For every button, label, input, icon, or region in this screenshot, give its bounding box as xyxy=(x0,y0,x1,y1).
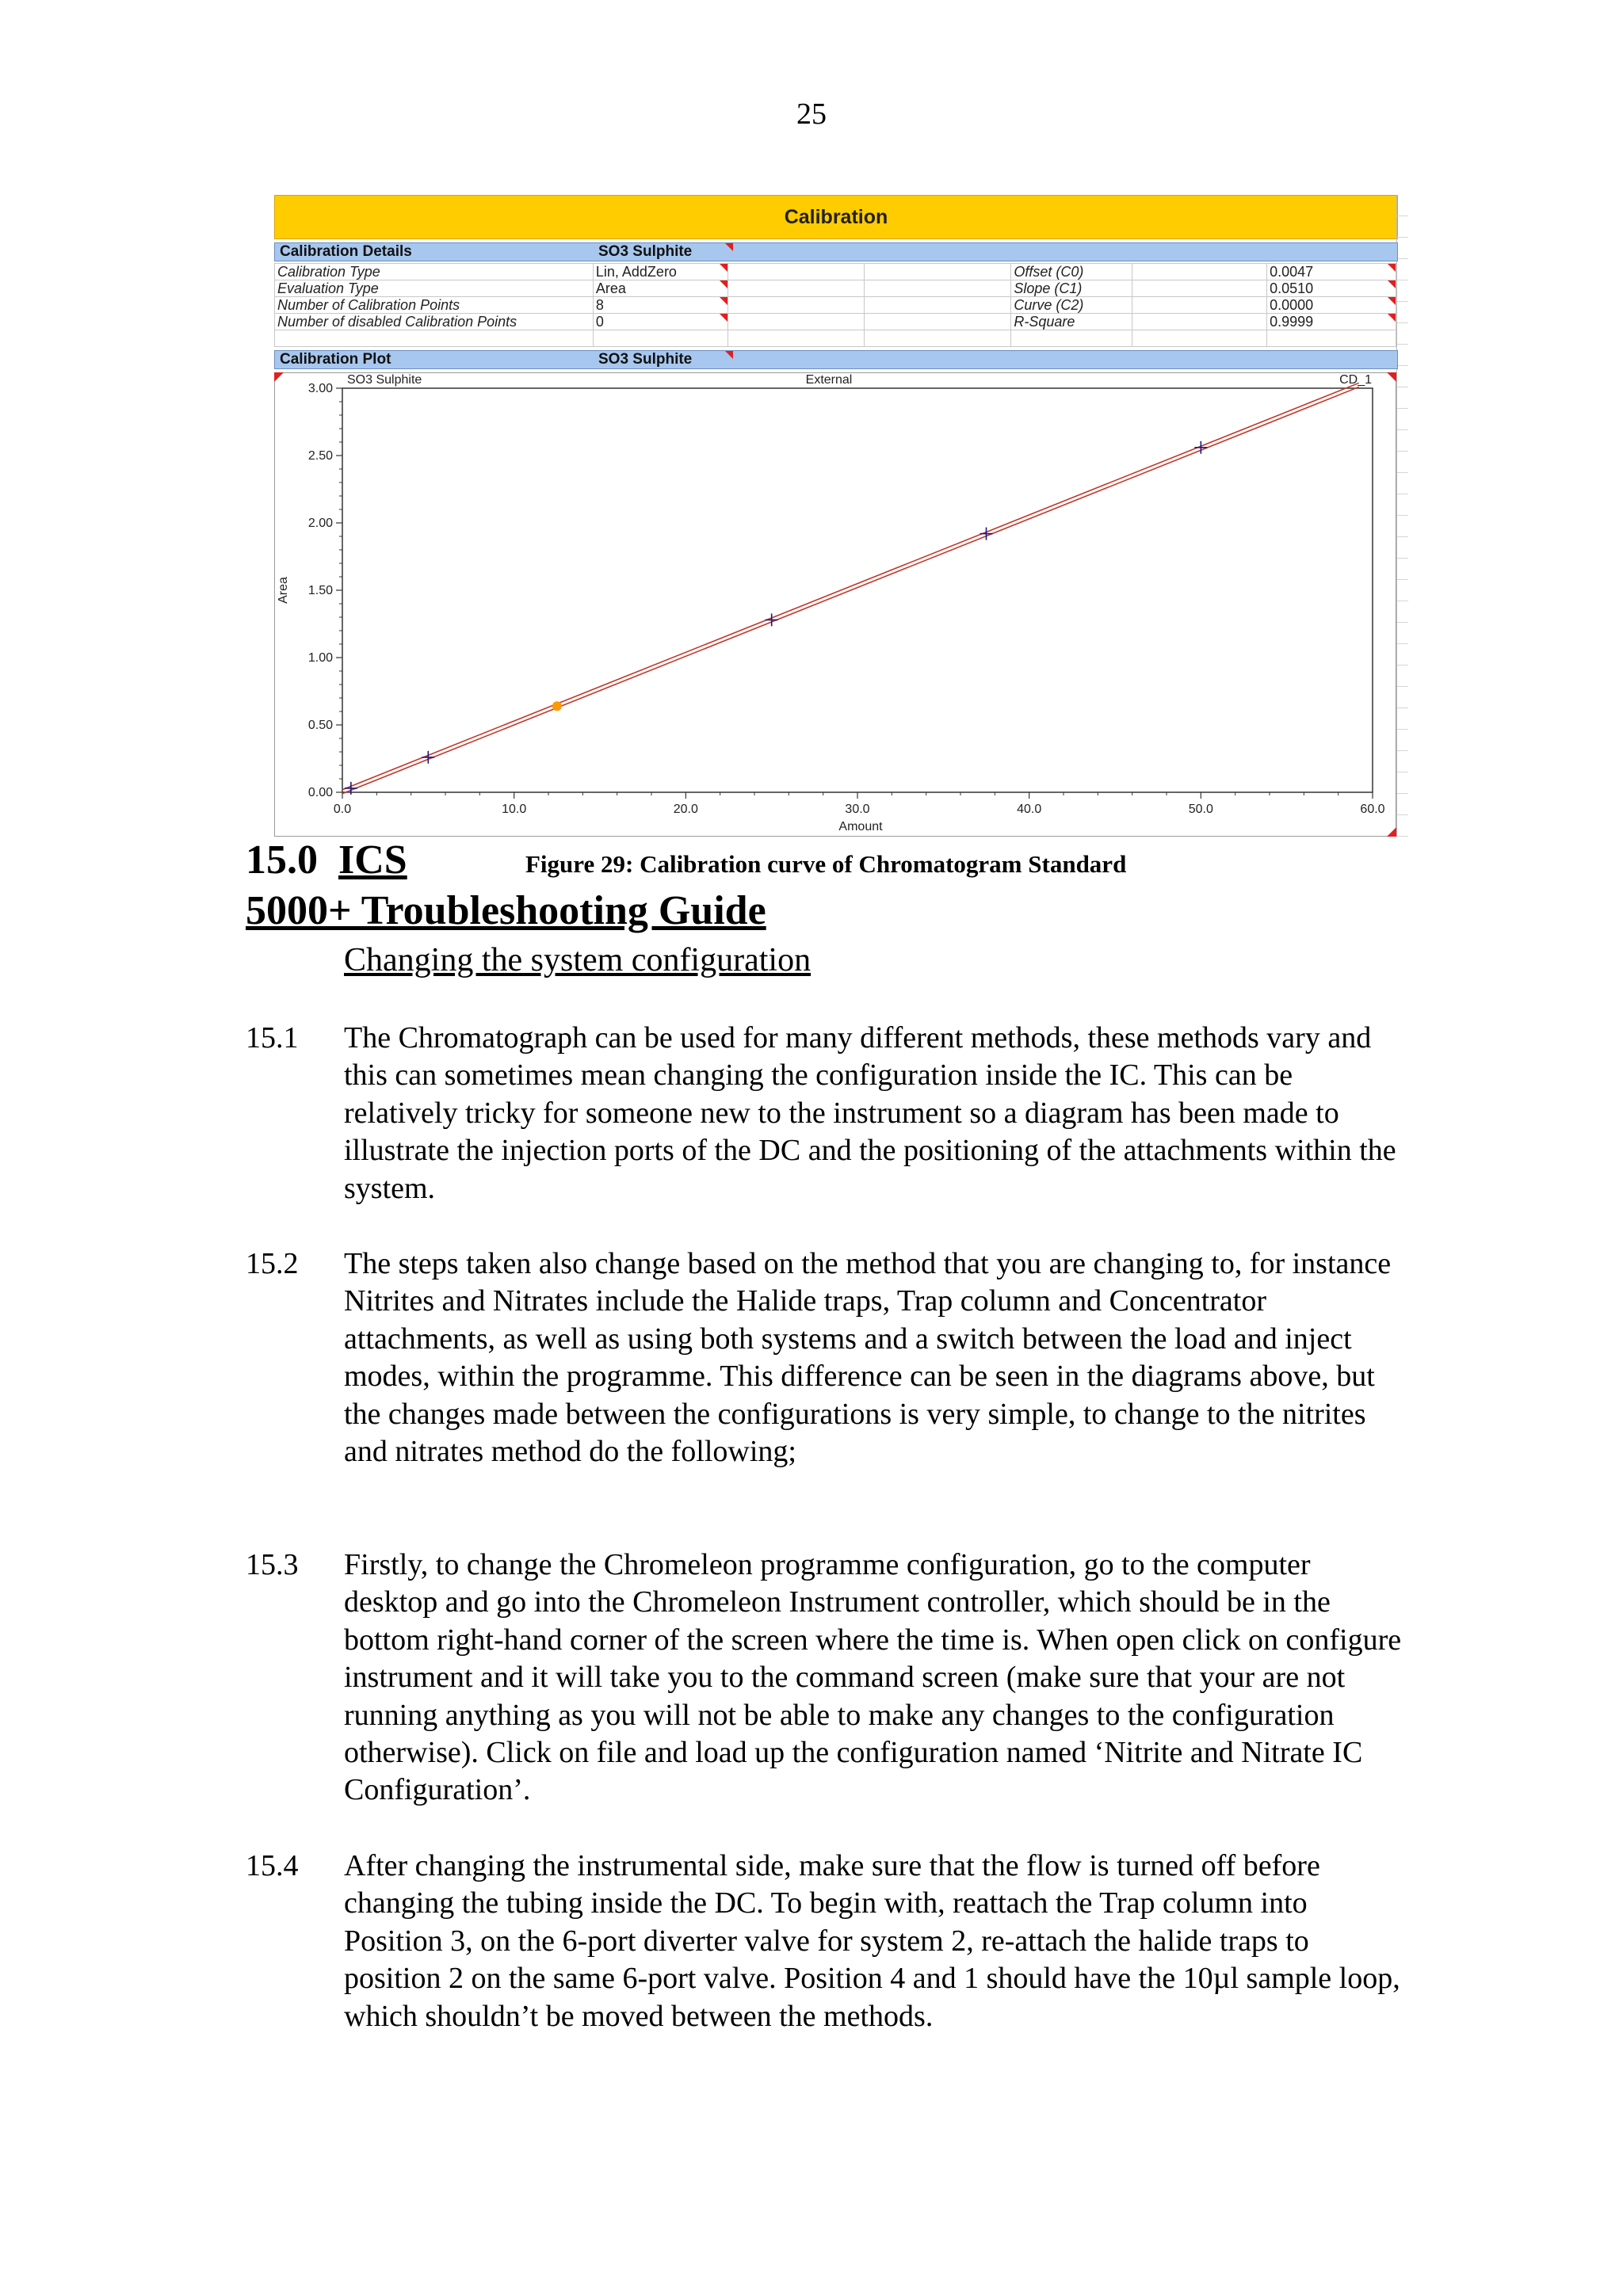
x-tick-label: 0.0 xyxy=(333,803,352,816)
table-row xyxy=(275,280,1396,297)
paragraph-text: The steps taken also change based on the method that you are changing to, for instance Nitrites and Nitrates include the Halide traps, Trap column and Concentrator attachments, as well as using both systems and a switch between the load and inject modes, within the programme. This difference can be seen in the diagrams above, but the changes made between the configurations is very simple, to change to the nitrites and nitrates method do the following; xyxy=(344,1247,1392,1469)
y-tick-label: 2.50 xyxy=(307,449,333,463)
table-row xyxy=(275,330,1396,347)
paragraph-number: 15.1 xyxy=(246,1021,299,1055)
param-label: R-Square xyxy=(1011,314,1132,330)
y-axis-label: Area xyxy=(277,577,290,604)
row-label: Evaluation Type xyxy=(275,280,594,297)
row-label: Number of Calibration Points xyxy=(275,297,594,314)
calibration-title: Calibration xyxy=(274,195,1398,239)
plot-header-value: SO3 Sulphite xyxy=(598,351,693,368)
x-tick-label: 50.0 xyxy=(1188,803,1213,816)
chart-title-center: External xyxy=(805,373,853,387)
page-number: 25 xyxy=(796,97,827,131)
x-tick-label: 30.0 xyxy=(845,803,870,816)
paragraph-text: Firstly, to change the Chromeleon programme configuration, go to the computer desktop and go into the Chromeleon Instrument controller, which should be in the bottom right-hand corner of the screen where the time is. When open click on configure instrument and it will take you to the command screen (make sure that your are not running anything as you will not be able to make any changes to the configuration otherwise). Click on file and load up the configuration named ‘Nitrite and Nitrate IC Configuration’. xyxy=(344,1548,1402,1807)
row-label: Number of disabled Calibration Points xyxy=(275,314,594,330)
y-tick-label: 3.00 xyxy=(307,382,333,395)
calibration-plot xyxy=(274,372,1396,837)
y-tick-label: 0.50 xyxy=(307,719,333,732)
calibration-plot-header xyxy=(274,350,1398,369)
section-title-part2: 5000+ Troubleshooting Guide xyxy=(246,888,766,933)
x-tick-label: 20.0 xyxy=(673,803,698,816)
param-label: Offset (C0) xyxy=(1011,264,1132,280)
param-value[interactable]: 0.9999 xyxy=(1267,314,1396,330)
y-tick-label: 2.00 xyxy=(307,517,333,530)
section-number: 15.0 xyxy=(246,837,318,883)
panel-grid-edge xyxy=(1396,195,1408,837)
calibration-details-table xyxy=(274,263,1396,347)
paragraph-number: 15.3 xyxy=(246,1548,299,1581)
calibration-details-header xyxy=(274,242,1398,261)
table-row xyxy=(275,264,1396,280)
param-label: Slope (C1) xyxy=(1011,280,1132,297)
x-tick-label: 60.0 xyxy=(1360,803,1385,816)
row-value[interactable]: Lin, AddZero xyxy=(593,264,727,280)
x-tick-label: 40.0 xyxy=(1017,803,1042,816)
y-tick-label: 1.50 xyxy=(307,584,333,597)
x-axis-label: Amount xyxy=(838,820,883,833)
section-title-part1: ICS xyxy=(338,837,407,883)
details-header-value: SO3 Sulphite xyxy=(598,243,693,260)
calibration-chart xyxy=(274,372,1396,837)
chart-title-left: SO3 Sulphite xyxy=(347,373,422,387)
calibration-panel xyxy=(274,195,1407,837)
param-value[interactable]: 0.0510 xyxy=(1267,280,1396,297)
section-subtitle: Changing the system configuration xyxy=(344,942,812,978)
flag-marker xyxy=(725,243,733,251)
table-row xyxy=(275,297,1396,314)
paragraph-number: 15.4 xyxy=(246,1849,299,1882)
param-value[interactable]: 0.0000 xyxy=(1267,297,1396,314)
y-tick-label: 0.00 xyxy=(307,786,333,799)
table-row xyxy=(275,314,1396,330)
param-label: Curve (C2) xyxy=(1011,297,1132,314)
section-heading-line1 xyxy=(246,837,407,883)
flag-marker xyxy=(725,351,733,359)
chart-frame xyxy=(275,373,1396,837)
row-label: Calibration Type xyxy=(275,264,594,280)
plot-header-label: Calibration Plot xyxy=(280,351,391,368)
row-value[interactable]: Area xyxy=(593,280,727,297)
paragraph-text: The Chromatograph can be used for many different methods, these methods vary and this can sometimes mean changing the configuration inside the IC. This can be relatively tricky for someone new to the instrument so a diagram has been made to illustrate the injection ports of the DC and the positioning of the attachments within the system. xyxy=(344,1021,1396,1205)
param-value[interactable]: 0.0047 xyxy=(1267,264,1396,280)
row-value[interactable]: 8 xyxy=(593,297,727,314)
details-header-label: Calibration Details xyxy=(280,243,412,260)
figure-caption: Figure 29: Calibration curve of Chromatogram Standard xyxy=(525,850,1127,878)
data-point-highlight xyxy=(552,701,562,711)
x-tick-label: 10.0 xyxy=(502,803,527,816)
paragraph-text: After changing the instrumental side, make sure that the flow is turned off before changing the tubing inside the DC. To begin with, reattach the Trap column into Position 3, on the 6-port diverter valve for system 2, re-attach the halide traps to position 2 on the same 6-port valve. Position 4 and 1 should have the 10µl sample loop, which shouldn’t be moved between the methods. xyxy=(344,1849,1400,2033)
paragraph-number: 15.2 xyxy=(246,1247,299,1280)
y-tick-label: 1.00 xyxy=(307,651,333,665)
chart-title-right: CD_1 xyxy=(1339,373,1372,387)
row-value[interactable]: 0 xyxy=(593,314,727,330)
